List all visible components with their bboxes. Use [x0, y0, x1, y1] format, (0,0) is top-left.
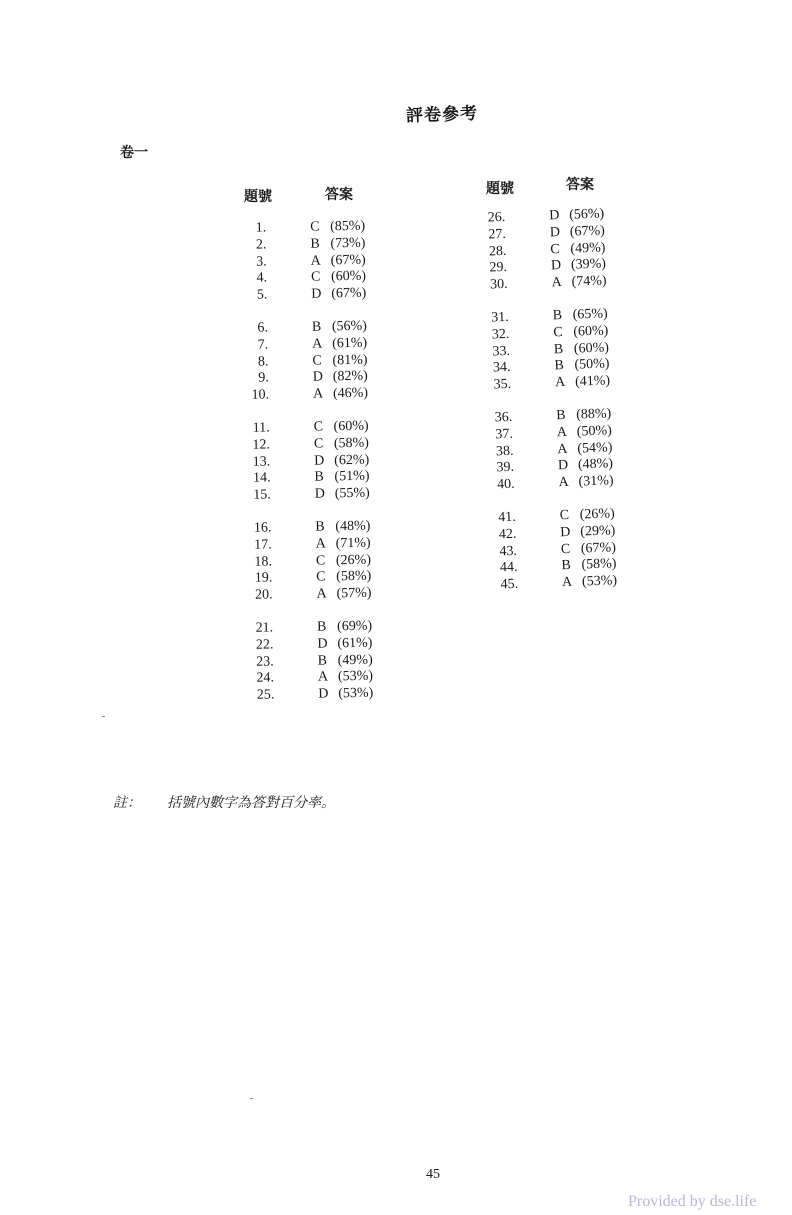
question-number: 19.	[254, 570, 273, 587]
answer-letter: D	[318, 686, 329, 702]
answer-letter: A	[556, 424, 568, 441]
question-number: 39.	[496, 460, 515, 476]
answer-letter: C	[312, 353, 322, 369]
answer-letter: D	[557, 458, 569, 474]
answer-percentage: (39%)	[570, 256, 607, 274]
paper-label: 卷一	[120, 145, 148, 161]
question-number: 29.	[489, 260, 508, 276]
question-number: 28.	[488, 243, 507, 260]
question-number: 37.	[495, 426, 514, 443]
answer-letter: C	[313, 419, 324, 435]
answer-letter: D	[314, 486, 326, 502]
answer-percentage: (50%)	[574, 356, 610, 374]
question-number: 16.	[253, 520, 272, 536]
question-number: 45.	[500, 576, 519, 593]
question-number: 18.	[254, 554, 273, 570]
answer-row	[488, 573, 618, 594]
question-number: 9.	[258, 370, 269, 387]
answer-percentage: (53%)	[337, 669, 374, 685]
answer-letter: A	[315, 536, 326, 552]
answer-letter: B	[310, 236, 320, 252]
answer-row	[486, 523, 616, 544]
answer-letter: D	[314, 453, 325, 469]
question-number: 7.	[257, 337, 269, 353]
right-question-header: 題號	[486, 181, 514, 197]
answer-letter: B	[314, 469, 324, 486]
answer-letter: A	[316, 586, 327, 602]
answer-percentage: (53%)	[581, 573, 618, 590]
question-number: 4.	[256, 270, 268, 287]
question-number: 15.	[253, 487, 271, 503]
page-title: 評卷參考	[405, 103, 479, 127]
answer-percentage: (60%)	[330, 269, 367, 285]
answer-letter: A	[554, 375, 566, 391]
answer-row	[484, 473, 614, 494]
question-number: 38.	[495, 443, 514, 460]
note-label: 註：	[113, 795, 141, 811]
answer-percentage: (85%)	[330, 218, 366, 235]
answer-percentage: (61%)	[337, 635, 373, 652]
question-number: 21.	[255, 620, 274, 636]
answer-row	[482, 406, 612, 427]
answer-row	[483, 439, 613, 460]
question-number: 23.	[256, 654, 274, 670]
answer-percentage: (61%)	[332, 335, 368, 352]
question-number: 17.	[254, 537, 272, 553]
question-number: 22.	[255, 637, 274, 653]
answer-percentage: (88%)	[575, 406, 612, 423]
answer-row	[476, 223, 606, 244]
answer-letter: A	[317, 669, 329, 686]
question-number: 34.	[492, 360, 511, 376]
answer-letter: C	[313, 436, 324, 452]
answer-letter: B	[555, 407, 566, 424]
question-number: 2.	[255, 237, 267, 253]
answer-percentage: (26%)	[579, 506, 615, 523]
answer-percentage: (53%)	[338, 685, 374, 702]
answer-letter: C	[310, 269, 321, 286]
question-number: 41.	[497, 509, 517, 526]
answer-percentage: (56%)	[331, 318, 368, 335]
question-number: 40.	[496, 476, 515, 493]
answer-row	[487, 539, 617, 560]
answer-percentage: (67%)	[330, 252, 366, 268]
answer-row	[475, 206, 605, 227]
question-number: 8.	[257, 354, 269, 370]
answer-letter: A	[310, 253, 321, 269]
question-number: 42.	[498, 526, 517, 543]
answer-percentage: (48%)	[335, 518, 371, 535]
answer-letter: B	[554, 358, 565, 374]
answer-percentage: (56%)	[568, 206, 605, 223]
answer-percentage: (82%)	[332, 369, 368, 385]
question-number: 14.	[252, 470, 271, 487]
answer-letter: D	[548, 208, 560, 224]
answer-percentage: (49%)	[337, 652, 373, 668]
question-number: 32.	[491, 326, 510, 343]
answer-percentage: (55%)	[334, 485, 370, 502]
answer-percentage: (51%)	[334, 469, 370, 485]
provided-by-footer: Provided by dse.life	[628, 1193, 757, 1210]
answer-letter: D	[560, 524, 571, 541]
answer-percentage: (81%)	[332, 352, 368, 368]
question-number: 1.	[255, 220, 267, 236]
answer-row	[477, 256, 607, 277]
answer-letter: C	[316, 569, 326, 586]
answer-row	[478, 306, 608, 327]
question-number: 36.	[494, 409, 513, 426]
answer-percentage: (58%)	[333, 435, 370, 452]
answer-percentage: (26%)	[335, 552, 372, 568]
answer-percentage: (29%)	[580, 523, 616, 540]
question-number: 44.	[499, 560, 518, 576]
question-number: 25.	[256, 687, 275, 703]
answer-percentage: (74%)	[571, 273, 607, 290]
answer-letter: A	[557, 441, 568, 457]
answer-percentage: (60%)	[333, 418, 369, 435]
answer-percentage: (67%)	[580, 539, 617, 557]
answer-percentage: (67%)	[569, 223, 606, 240]
answer-letter: D	[549, 224, 561, 241]
answer-row	[481, 373, 611, 394]
answer-percentage: (41%)	[574, 373, 611, 390]
question-number: 20.	[254, 587, 273, 603]
question-number: 43.	[499, 543, 518, 559]
question-number: 10.	[251, 387, 270, 403]
answer-letter: D	[550, 258, 562, 274]
answer-percentage: (69%)	[336, 618, 373, 635]
answer-row	[477, 273, 607, 294]
answer-percentage: (60%)	[573, 323, 609, 340]
answer-percentage: (67%)	[331, 285, 367, 302]
answer-letter: A	[551, 275, 562, 291]
answer-letter: B	[553, 341, 564, 357]
answer-percentage: (62%)	[334, 452, 370, 468]
answer-letter: C	[310, 219, 320, 235]
answer-percentage: (50%)	[576, 423, 613, 440]
answer-percentage: (58%)	[581, 556, 617, 573]
note-text: 括號內數字為答對百分率。	[167, 795, 335, 811]
answer-letter: A	[558, 475, 569, 491]
right-answer-header: 答案	[566, 177, 594, 193]
answer-row	[487, 556, 617, 577]
answer-letter: B	[552, 308, 563, 324]
answer-letter: B	[311, 319, 322, 335]
question-number: 35.	[493, 377, 512, 393]
answer-letter: C	[553, 324, 563, 341]
answer-row	[480, 356, 610, 377]
answer-letter: B	[316, 619, 327, 635]
question-number: 5.	[256, 287, 268, 303]
answer-percentage: (57%)	[336, 585, 372, 602]
answer-percentage: (60%)	[573, 340, 610, 357]
answer-letter: C	[550, 241, 561, 257]
page-number: 45	[426, 1167, 440, 1182]
answer-letter: C	[559, 507, 570, 524]
answer-percentage: (58%)	[336, 569, 372, 585]
answer-row	[485, 506, 615, 527]
question-number: 31.	[491, 309, 510, 326]
scan-speck	[102, 716, 105, 717]
left-question-header: 題號	[244, 189, 272, 205]
question-number: 6.	[257, 320, 269, 336]
question-number: 13.	[252, 454, 271, 470]
question-number: 33.	[492, 343, 511, 360]
question-number: 30.	[489, 277, 508, 293]
answer-percentage: (65%)	[572, 306, 608, 323]
answer-letter: D	[317, 636, 328, 652]
answer-letter: A	[561, 575, 573, 591]
question-number: 3.	[256, 254, 267, 270]
left-answer-header: 答案	[325, 187, 353, 203]
answer-letter: B	[317, 653, 328, 669]
question-number: 11.	[252, 420, 270, 436]
answer-row	[479, 323, 609, 344]
answer-row	[483, 423, 613, 444]
answer-percentage: (73%)	[330, 235, 366, 252]
answer-letter: B	[561, 558, 572, 574]
answer-percentage: (31%)	[578, 473, 614, 490]
answer-letter: A	[312, 386, 324, 402]
answer-letter: C	[560, 541, 571, 557]
question-number: 12.	[252, 437, 271, 453]
scan-speck	[250, 1098, 253, 1099]
question-number: 26.	[487, 209, 506, 226]
answer-row	[476, 240, 606, 261]
question-number: 27.	[488, 226, 507, 243]
answer-percentage: (49%)	[570, 240, 606, 257]
answer-letter: D	[312, 369, 324, 386]
answer-letter: C	[315, 553, 326, 569]
answer-row	[484, 456, 614, 477]
answer-row	[480, 340, 610, 361]
question-number: 24.	[256, 670, 275, 687]
answer-percentage: (54%)	[577, 439, 613, 457]
answer-letter: B	[315, 519, 325, 535]
answer-percentage: (71%)	[335, 535, 371, 552]
answer-letter: D	[311, 286, 322, 302]
answer-percentage: (46%)	[332, 385, 369, 402]
answer-percentage: (48%)	[577, 456, 614, 473]
answer-letter: A	[312, 336, 323, 352]
